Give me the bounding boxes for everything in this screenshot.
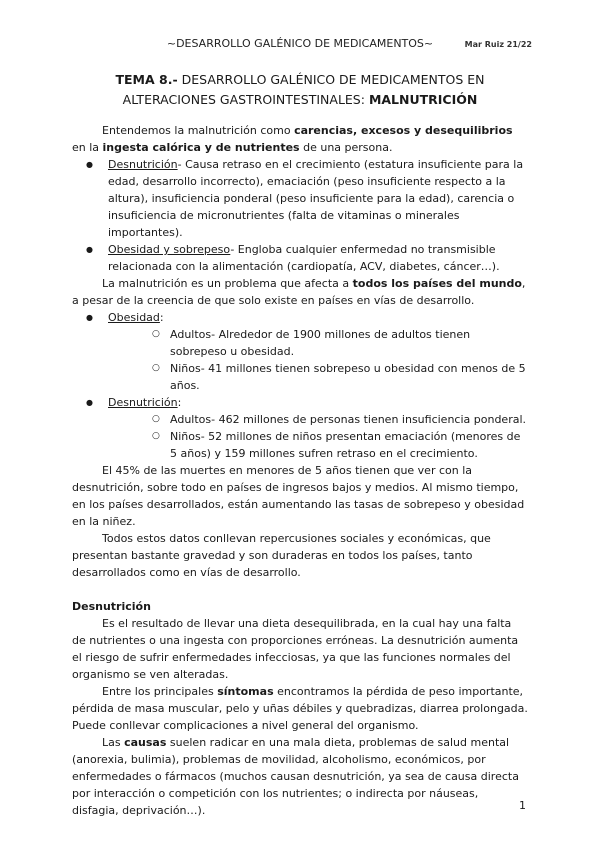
text-span: La malnutrición es un problema que afecta a bbox=[102, 277, 353, 290]
bold-text: síntomas bbox=[217, 685, 274, 698]
title-bold-end: MALNUTRICIÓN bbox=[368, 92, 478, 107]
text-span: Entendemos la malnutrición como bbox=[102, 124, 295, 137]
bold-text: ingesta calórica y de nutrientes bbox=[102, 141, 300, 154]
section-paragraph-1: Es el resultado de llevar una dieta desequilibrada, en la cual hay una falta de nutrientes o una ingesta con proporciones erróneas. La desnutrición aumenta el riesgo de sufrir enfermedades infecciosas, ya que las funciones normales del organismo se ven alteradas. bbox=[72, 617, 519, 681]
list-item bbox=[72, 309, 528, 394]
intro-paragraph-1 bbox=[72, 122, 528, 156]
text-span: en la bbox=[72, 141, 103, 154]
header-author: Mar Ruiz 21/22 bbox=[464, 40, 532, 49]
text-span: , a pesar de la creencia de que solo existe en países en vías de desarrollo. bbox=[72, 277, 526, 307]
text-span: Las bbox=[102, 736, 125, 749]
bold-text: carencias, excesos y desequilibrios bbox=[294, 124, 513, 137]
text-span: suelen radicar en una mala dieta, problemas de salud mental (anorexia, bulimia), problemas de movilidad, alcoholismo, económicos, por enfermedades o fármacos (muchos causan desnutrición, ya sea de causa directa por interacción o competición con los nutrientes; o indirecta por náuseas, disfagia, deprivación…). bbox=[72, 736, 519, 817]
sub-list-item: ○ Adultos- Alrededor de 1900 millones de adultos tienen sobrepeso u obesidad. bbox=[108, 326, 528, 360]
bold-text: causas bbox=[124, 736, 167, 749]
page-number: 1 bbox=[519, 799, 526, 812]
list-item bbox=[72, 156, 528, 241]
text-span: - Causa retraso en el crecimiento (estatura insuficiente para la edad, desarrollo incorrecto), emaciación (peso insuficiente respecto a la altura), insuficiencia ponderal (peso insuficiente para la edad), carencia o insuficiencia de micronutrientes (falta de vitaminas o minerales importantes). bbox=[108, 158, 524, 239]
title-line2: ALTERACIONES GASTROINTESTINALES: bbox=[122, 92, 369, 107]
text-span: : bbox=[177, 396, 182, 409]
text-span: encontramos la pérdida de peso importante, pérdida de masa muscular, pelo y uñas débiles y quebradizas, diarrea prolongada. Puede conllevar complicaciones a nivel general del organismo. bbox=[72, 685, 528, 732]
underlined-term: Obesidad bbox=[108, 311, 160, 324]
document-title bbox=[72, 70, 528, 110]
statistics-list bbox=[72, 309, 528, 462]
text-span: - Engloba cualquier enfermedad no transmisible relacionada con la alimentación (cardiopatía, ACV, diabetes, cáncer…). bbox=[108, 243, 500, 273]
sub-list-item: ○ Niños- 41 millones tienen sobrepeso u obesidad con menos de 5 años. bbox=[108, 360, 528, 394]
section-paragraph-3 bbox=[72, 734, 528, 819]
sub-list bbox=[108, 411, 528, 462]
text-span: Entre los principales bbox=[102, 685, 218, 698]
section-heading: Desnutrición bbox=[72, 600, 151, 613]
malnutrition-types-list bbox=[72, 156, 528, 275]
section-paragraph-2 bbox=[72, 683, 528, 734]
page-header bbox=[0, 35, 600, 51]
title-prefix: TEMA 8.- bbox=[115, 72, 178, 87]
header-title: ~DESARROLLO GALÉNICO DE MEDICAMENTOS~ bbox=[166, 37, 434, 50]
intro-paragraph-2 bbox=[72, 275, 528, 309]
bold-text: todos los países del mundo bbox=[352, 277, 522, 290]
underlined-term: Obesidad y sobrepeso bbox=[108, 243, 231, 256]
intro-paragraph-3: El 45% de las muertes en menores de 5 años tienen que ver con la desnutrición, sobre todo en países de ingresos bajos y medios. Al mismo tiempo, en los países desarrollados, están aumentando las tasas de sobrepeso y obesidad en la niñez. bbox=[72, 464, 525, 528]
underlined-term: Desnutrición bbox=[108, 158, 178, 171]
title-line1: DESARROLLO GALÉNICO DE MEDICAMENTOS EN bbox=[177, 72, 485, 87]
underlined-term: Desnutrición bbox=[108, 396, 178, 409]
text-span: : bbox=[159, 311, 164, 324]
list-item bbox=[72, 394, 528, 462]
sub-list-item: ○ Adultos- 462 millones de personas tienen insuficiencia ponderal. bbox=[108, 411, 528, 428]
text-span: de una persona. bbox=[299, 141, 393, 154]
list-item bbox=[72, 241, 528, 275]
sub-list bbox=[108, 326, 528, 394]
document-body bbox=[72, 122, 528, 819]
intro-paragraph-4: Todos estos datos conllevan repercusiones sociales y económicas, que presentan bastante gravedad y son duraderas en todos los países, tanto desarrollados como en vías de desarrollo. bbox=[72, 532, 491, 579]
sub-list-item: ○ Niños- 52 millones de niños presentan emaciación (menores de 5 años) y 159 millones sufren retraso en el crecimiento. bbox=[108, 428, 528, 462]
